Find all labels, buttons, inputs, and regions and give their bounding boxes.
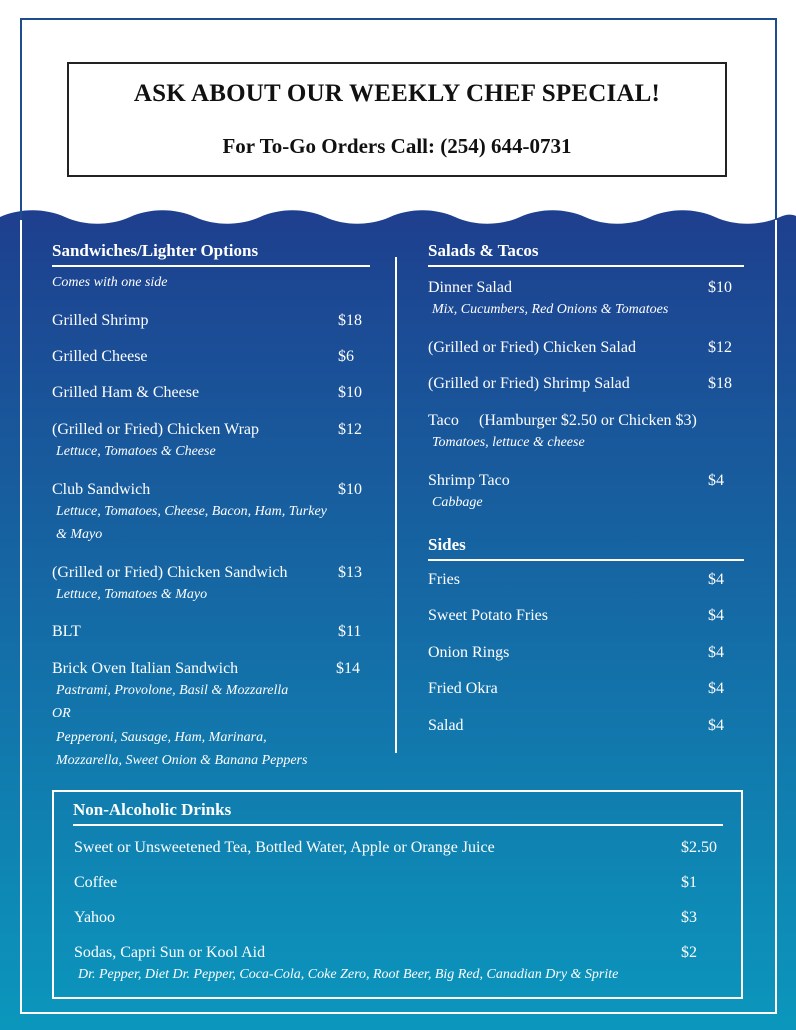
item-name: Grilled Shrimp (52, 312, 149, 329)
item-name: Sodas, Capri Sun or Kool Aid (74, 944, 266, 961)
item-description-cont: & Mayo (56, 527, 103, 542)
item-description: Dr. Pepper, Diet Dr. Pepper, Coca-Cola, Coke Zero, Root Beer, Big Red, Canadian Dry & Sprite (78, 967, 619, 982)
sides-title: Sides (428, 535, 744, 561)
column-divider (395, 257, 397, 753)
item-name: (Grilled or Fried) Chicken Sandwich (52, 564, 288, 581)
item-price: $4 (708, 571, 724, 588)
item-name: Coffee (74, 874, 118, 891)
item-description-alt: Pepperoni, Sausage, Ham, Marinara, (56, 730, 267, 745)
item-price: $4 (708, 472, 724, 489)
header-box (67, 62, 727, 177)
item-price: $2.50 (681, 839, 717, 856)
chef-special-headline: ASK ABOUT OUR WEEKLY CHEF SPECIAL! (133, 80, 661, 107)
item-name: Fries (428, 571, 460, 588)
item-price: $12 (338, 421, 362, 438)
item-price: $4 (708, 680, 724, 697)
item-name: (Grilled or Fried) Shrimp Salad (428, 375, 630, 392)
drinks-title: Non-Alcoholic Drinks (73, 800, 723, 826)
item-description: Lettuce, Tomatoes & Mayo (56, 587, 208, 602)
item-description: Lettuce, Tomatoes & Cheese (56, 444, 216, 459)
salads-section (428, 241, 744, 521)
item-price: $11 (338, 623, 362, 640)
item-price: $10 (708, 279, 732, 296)
item-name: BLT (52, 623, 81, 640)
item-name: Brick Oven Italian Sandwich (52, 660, 239, 677)
item-description: Lettuce, Tomatoes, Cheese, Bacon, Ham, Turkey (56, 504, 327, 519)
item-price: $18 (338, 312, 362, 329)
sandwiches-title: Sandwiches/Lighter Options (52, 241, 370, 267)
item-price: $6 (338, 348, 354, 365)
item-or: OR (52, 706, 71, 721)
item-name: Salad (428, 717, 464, 734)
sides-section (428, 535, 744, 745)
item-name: Shrimp Taco (428, 472, 510, 489)
item-price: $14 (336, 660, 360, 677)
item-price: $4 (708, 644, 724, 661)
item-price: $13 (338, 564, 362, 581)
drinks-title-wrap (73, 800, 723, 826)
item-name: Fried Okra (428, 680, 498, 697)
item-price: $10 (338, 481, 362, 498)
item-name: Grilled Cheese (52, 348, 148, 365)
item-description: Pastrami, Provolone, Basil & Mozzarella (56, 683, 289, 698)
item-price: $1 (681, 874, 697, 891)
item-description-alt-cont: Mozzarella, Sweet Onion & Banana Peppers (56, 753, 308, 768)
item-price: $2 (681, 944, 697, 961)
item-price-options: (Hamburger $2.50 or Chicken $3) (479, 412, 697, 429)
item-name: Yahoo (74, 909, 116, 926)
item-price: $18 (708, 375, 732, 392)
item-name: (Grilled or Fried) Chicken Wrap (52, 421, 259, 438)
item-name: Sweet Potato Fries (428, 607, 548, 624)
item-price: $3 (681, 909, 697, 926)
item-name: Grilled Ham & Cheese (52, 384, 200, 401)
item-name: Sweet or Unsweetened Tea, Bottled Water, Apple or Orange Juice (74, 839, 495, 856)
item-price: $4 (708, 607, 724, 624)
item-name: (Grilled or Fried) Chicken Salad (428, 339, 636, 356)
sandwiches-note: Comes with one side (52, 275, 168, 290)
sandwiches-section (52, 241, 370, 781)
item-price: $10 (338, 384, 362, 401)
item-description: Mix, Cucumbers, Red Onions & Tomatoes (432, 302, 669, 317)
item-name: Dinner Salad (428, 279, 512, 296)
item-description: Tomatoes, lettuce & cheese (432, 435, 585, 450)
drinks-section (52, 790, 743, 999)
item-price: $12 (708, 339, 732, 356)
item-name: Club Sandwich (52, 481, 151, 498)
item-name: Taco (428, 412, 459, 429)
item-price: $4 (708, 717, 724, 734)
salads-title: Salads & Tacos (428, 241, 744, 267)
item-description: Cabbage (432, 495, 483, 510)
item-name: Onion Rings (428, 644, 510, 661)
phone-line: For To-Go Orders Call: (254) 644-0731 (222, 134, 572, 158)
